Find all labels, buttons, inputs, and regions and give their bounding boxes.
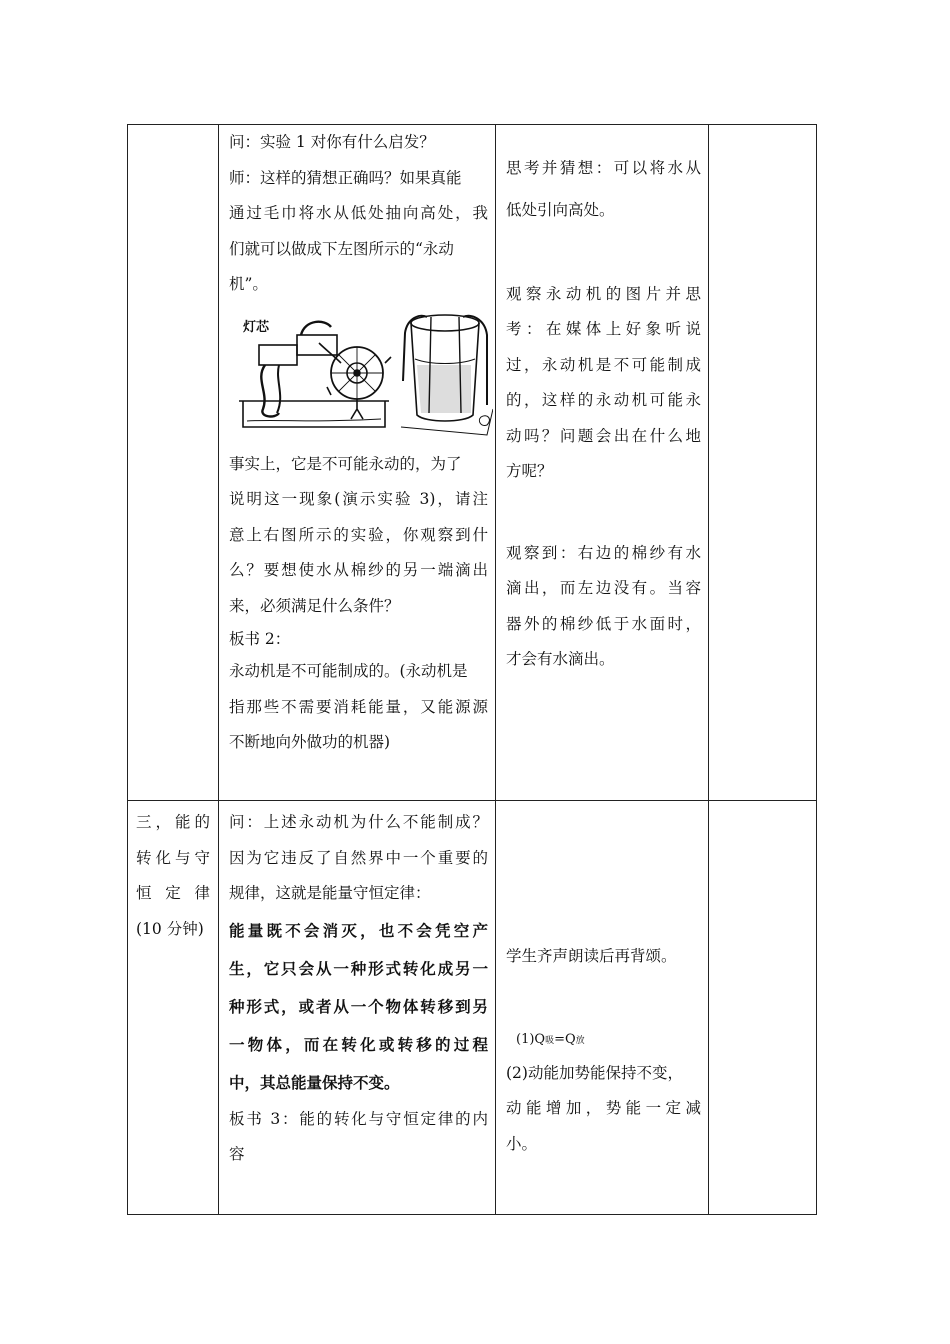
figure-label: 灯芯 bbox=[243, 319, 270, 335]
text-line: 方呢？ bbox=[506, 462, 553, 480]
lesson-plan-table bbox=[127, 124, 817, 1215]
table-row bbox=[128, 801, 817, 1215]
text-line: 动能增加，势能一定减 bbox=[506, 1099, 701, 1117]
law-statement-line: 中，其总能量保持不变。 bbox=[229, 1073, 400, 1092]
law-statement-line: 生，它只会从一种形式转化成另一 bbox=[229, 959, 488, 978]
law-statement-line: 一物体，而在转化或转移的过程 bbox=[229, 1035, 488, 1054]
text-line: 永动机是不可能制成的。(永动机是 bbox=[229, 662, 468, 680]
text-line: (2)动能加势能保持不变， bbox=[506, 1063, 683, 1082]
stage-cell bbox=[128, 125, 219, 801]
text-line: 意上右图所示的实验，你观察到什 bbox=[229, 525, 488, 544]
notes-cell bbox=[709, 801, 817, 1215]
text-line: 低处引向高处。 bbox=[506, 200, 615, 219]
formula-part: =Q bbox=[554, 1031, 576, 1047]
text-line: 问：上述永动机为什么不能制成？ bbox=[229, 813, 488, 831]
text-line: 因为它违反了自然界中一个重要的 bbox=[229, 848, 488, 867]
formula-subscript: 放 bbox=[575, 1035, 585, 1046]
text-line: 的，这样的永动机可能永 bbox=[506, 391, 701, 409]
text-line: 事实上，它是不可能永动的，为了 bbox=[229, 454, 462, 473]
text-line: 思考并猜想：可以将水从 bbox=[506, 159, 701, 177]
text-line: 通过毛巾将水从低处抽向高处，我 bbox=[229, 204, 488, 222]
text-line: 板书 3：能的转化与守恒定律的内 bbox=[229, 1109, 488, 1128]
law-statement-line: 能量既不会消灭，也不会凭空产 bbox=[229, 921, 488, 940]
text-line: 容 bbox=[229, 1145, 245, 1163]
wick-machine-drawing bbox=[239, 321, 391, 426]
stage-label: 恒 定 律 bbox=[136, 884, 210, 902]
text-line: 学生齐声朗读后再背颂。 bbox=[506, 947, 677, 965]
text-line: 过，永动机是不可能制成 bbox=[506, 355, 701, 374]
stage-label: 三，能的 bbox=[136, 813, 210, 831]
text-line: 么？要想使水从棉纱的另一端滴出 bbox=[229, 561, 488, 579]
text-line: 不断地向外做功的机器) bbox=[229, 733, 391, 751]
heat-balance-formula bbox=[506, 1025, 701, 1056]
text-line: 规律，这就是能量守恒定律： bbox=[229, 884, 431, 902]
stage-duration: (10 分钟) bbox=[136, 919, 204, 938]
beaker-experiment-drawing bbox=[401, 315, 493, 435]
text-line: 观察永动机的图片并思 bbox=[506, 284, 701, 303]
formula-part: (1)Q bbox=[516, 1031, 546, 1047]
teacher-activity-cell bbox=[219, 125, 496, 801]
text-line: 们就可以做成下左图所示的“永动 bbox=[229, 239, 454, 258]
formula-subscript: 吸 bbox=[545, 1035, 555, 1046]
text-line: 滴出，而左边没有。当容 bbox=[506, 579, 701, 597]
text-line: 说明这一现象(演示实验 3)，请注 bbox=[229, 490, 488, 508]
table-row bbox=[128, 125, 817, 801]
perpetual-motion-figure bbox=[235, 309, 493, 439]
text-line: 板书 2： bbox=[229, 630, 291, 648]
text-line: 动吗？问题会出在什么地 bbox=[506, 426, 701, 445]
text-line: 问：实验 1 对你有什么启发？ bbox=[229, 133, 435, 151]
text-line: 观察到：右边的棉纱有水 bbox=[506, 543, 701, 562]
law-statement-line: 种形式，或者从一个物体转移到另 bbox=[229, 997, 488, 1016]
text-line: 器外的棉纱低于水面时， bbox=[506, 614, 701, 633]
student-activity-cell bbox=[496, 801, 709, 1215]
stage-label: 转化与守 bbox=[136, 848, 210, 867]
student-activity-cell bbox=[496, 125, 709, 801]
stage-cell bbox=[128, 801, 219, 1215]
text-line: 机”。 bbox=[229, 275, 268, 293]
text-line: 指那些不需要消耗能量，又能源源 bbox=[229, 697, 488, 716]
text-line: 小。 bbox=[506, 1134, 538, 1153]
text-line: 考：在媒体上好象听说 bbox=[506, 320, 701, 338]
text-line: 才会有水滴出。 bbox=[506, 650, 615, 668]
teacher-activity-cell bbox=[219, 801, 496, 1215]
text-line: 来，必须满足什么条件？ bbox=[229, 596, 400, 615]
notes-cell bbox=[709, 125, 817, 801]
text-line: 师：这样的猜想正确吗？如果真能 bbox=[229, 168, 462, 187]
